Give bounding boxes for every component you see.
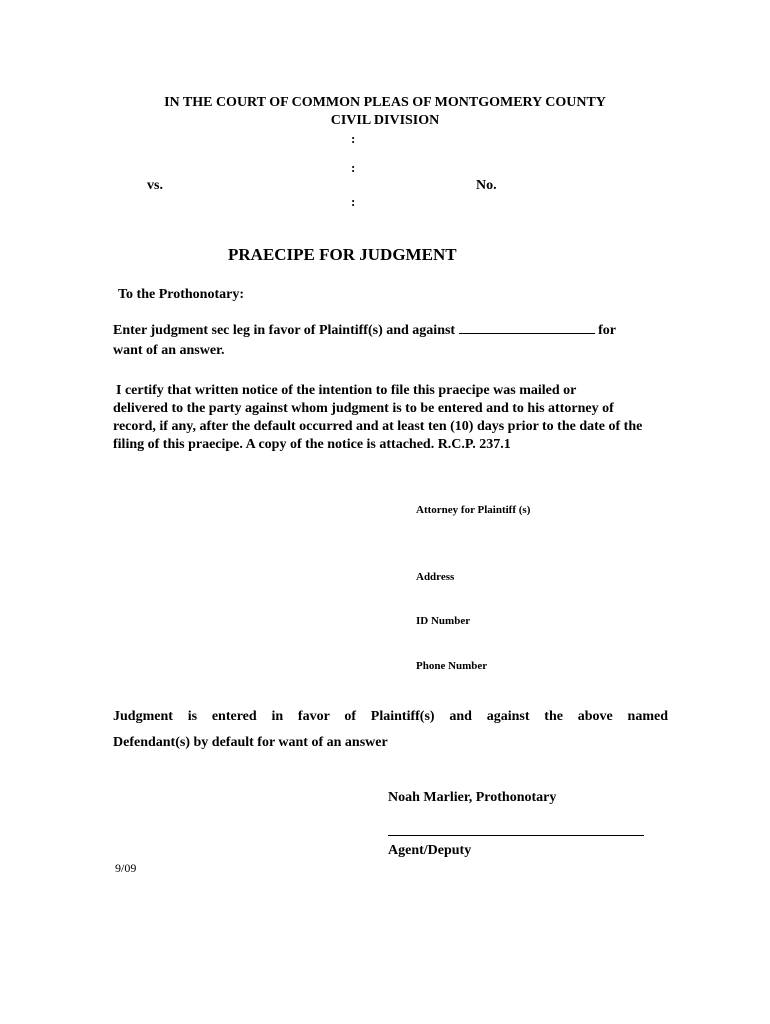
certification-line-4: filing of this praecipe. A copy of the notice is attached. R.C.P. 237.1 xyxy=(113,437,511,452)
docket-number-label: No. xyxy=(476,178,497,193)
caption-colon-2: : xyxy=(351,160,356,175)
certification-line-3: record, if any, after the default occurred and at least ten (10) days prior to the date of the xyxy=(113,419,643,434)
court-name: IN THE COURT OF COMMON PLEAS OF MONTGOMERY COUNTY xyxy=(164,95,606,110)
enter-judgment-text: Enter judgment sec leg in favor of Plaintiff(s) and against xyxy=(113,323,456,338)
division-name: CIVIL DIVISION xyxy=(330,113,440,128)
prothonotary-name: Noah Marlier, Prothonotary xyxy=(388,790,557,805)
agent-deputy-label: Agent/Deputy xyxy=(388,843,472,858)
caption-colon-1: : xyxy=(351,131,356,146)
address-label: Address xyxy=(416,571,455,583)
id-number-label: ID Number xyxy=(416,615,471,627)
caption-colon-3: : xyxy=(351,194,356,209)
enter-judgment-line xyxy=(113,323,616,339)
enter-judgment-for: for xyxy=(598,323,616,338)
certification-line-1: I certify that written notice of the intention to file this praecipe was mailed or xyxy=(116,383,577,398)
versus-label: vs. xyxy=(147,178,163,193)
certification-line-2: delivered to the party against whom judgment is to be entered and to his attorney of xyxy=(113,401,614,416)
judgment-entered-line-1: Judgment is entered in favor of Plaintiff(s) and against the above named xyxy=(113,709,668,724)
defendant-blank-field[interactable] xyxy=(459,333,595,334)
enter-judgment-line-2: want of an answer. xyxy=(113,343,225,358)
attorney-label: Attorney for Plaintiff (s) xyxy=(416,504,531,516)
signature-line[interactable] xyxy=(388,835,644,836)
salutation: To the Prothonotary: xyxy=(118,287,244,302)
judgment-entered-line-2: Defendant(s) by default for want of an answer xyxy=(113,735,388,750)
phone-number-label: Phone Number xyxy=(416,660,488,672)
form-revision: 9/09 xyxy=(115,861,137,875)
document-title: PRAECIPE FOR JUDGMENT xyxy=(228,245,457,264)
